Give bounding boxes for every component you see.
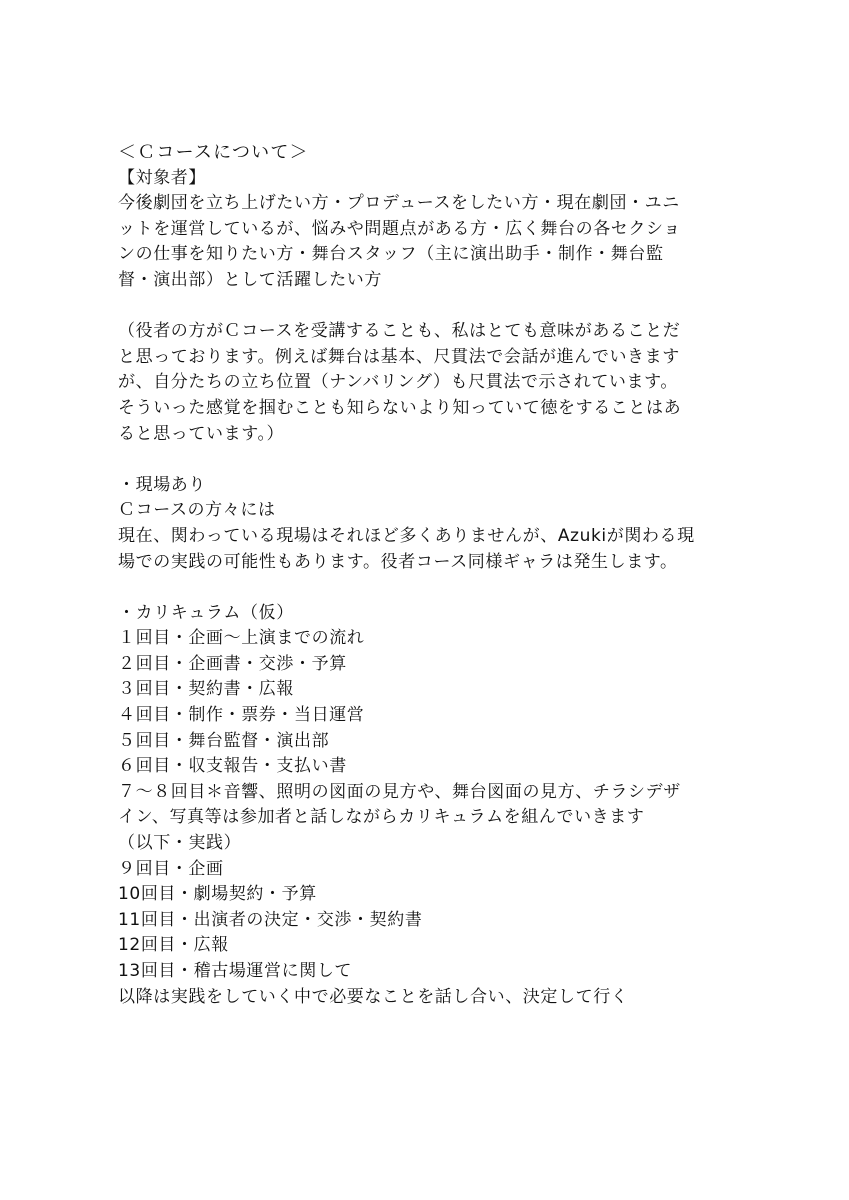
curriculum-item: ５回目・舞台監督・演出部 bbox=[118, 730, 330, 751]
target-line: ットを運営しているが、悩みや問題点がある方・広く舞台の各セクショ bbox=[118, 218, 681, 239]
page-title: ＜Ｃコースについて＞ bbox=[118, 142, 309, 163]
curriculum-item: ９回目・企画 bbox=[118, 858, 224, 879]
note-line: ると思っています。） bbox=[118, 423, 285, 444]
curriculum-item: 13回目・稽古場運営に関して bbox=[118, 961, 353, 981]
curriculum-item: 12回目・広報 bbox=[118, 935, 229, 956]
curriculum-item: （以下・実践） bbox=[118, 833, 242, 854]
curriculum-item: ２回目・企画書・交渉・予算 bbox=[118, 653, 347, 674]
note-line: （役者の方がＣコースを受講することも、私はとても意味があることだ bbox=[118, 321, 681, 342]
field-line: Ｃコースの方々には bbox=[118, 500, 276, 521]
target-line: 今後劇団を立ち上げたい方・プロデュースをしたい方・現在劇団・ユニ bbox=[118, 193, 680, 214]
field-line: 現在、関わっている現場はそれほど多くありませんが、Azukiが関わる現 bbox=[118, 525, 695, 546]
curriculum-item: １回目・企画～上演までの流れ bbox=[118, 628, 365, 649]
spacer bbox=[118, 447, 728, 473]
field-line: 場での実践の可能性もあります。役者コース同様ギャラは発生します。 bbox=[118, 551, 678, 572]
spacer bbox=[118, 575, 728, 601]
curriculum-item: 以降は実践をしていく中で必要なことを話し合い、決定して行く bbox=[118, 986, 629, 1007]
target-line: ンの仕事を知りたい方・舞台スタッフ（主に演出助手・制作・舞台監 bbox=[118, 244, 664, 265]
note-line: そういった感覚を掴むことも知らないより知っていて徳をすることはあ bbox=[118, 397, 682, 418]
curriculum-item: ７～８回目＊音響、照明の図面の見方や、舞台図面の見方、チラシデザ bbox=[118, 781, 681, 802]
document-body bbox=[118, 140, 728, 1010]
target-heading: 【対象者】 bbox=[118, 167, 206, 188]
curriculum-heading: ・カリキュラム（仮） bbox=[118, 602, 294, 623]
spacer bbox=[118, 294, 728, 320]
field-heading: ・現場あり bbox=[118, 474, 206, 495]
note-line: と思っております。例えば舞台は基本、尺貫法で会話が進んでいきます bbox=[118, 346, 680, 367]
curriculum-item: イン、写真等は参加者と話しながらカリキュラムを組んでいきます bbox=[118, 807, 645, 828]
curriculum-item: 11回目・出演者の決定・交渉・契約書 bbox=[118, 909, 423, 930]
curriculum-item: ６回目・収支報告・支払い書 bbox=[118, 756, 347, 777]
curriculum-item: 10回目・劇場契約・予算 bbox=[118, 884, 317, 905]
curriculum-item: ４回目・制作・票券・当日運営 bbox=[118, 705, 365, 726]
curriculum-item: ３回目・契約書・広報 bbox=[118, 679, 294, 700]
note-line: が、自分たちの立ち位置（ナンバリング）も尺貫法で示されています。 bbox=[118, 372, 678, 393]
target-line: 督・演出部）として活躍したい方 bbox=[118, 269, 382, 290]
